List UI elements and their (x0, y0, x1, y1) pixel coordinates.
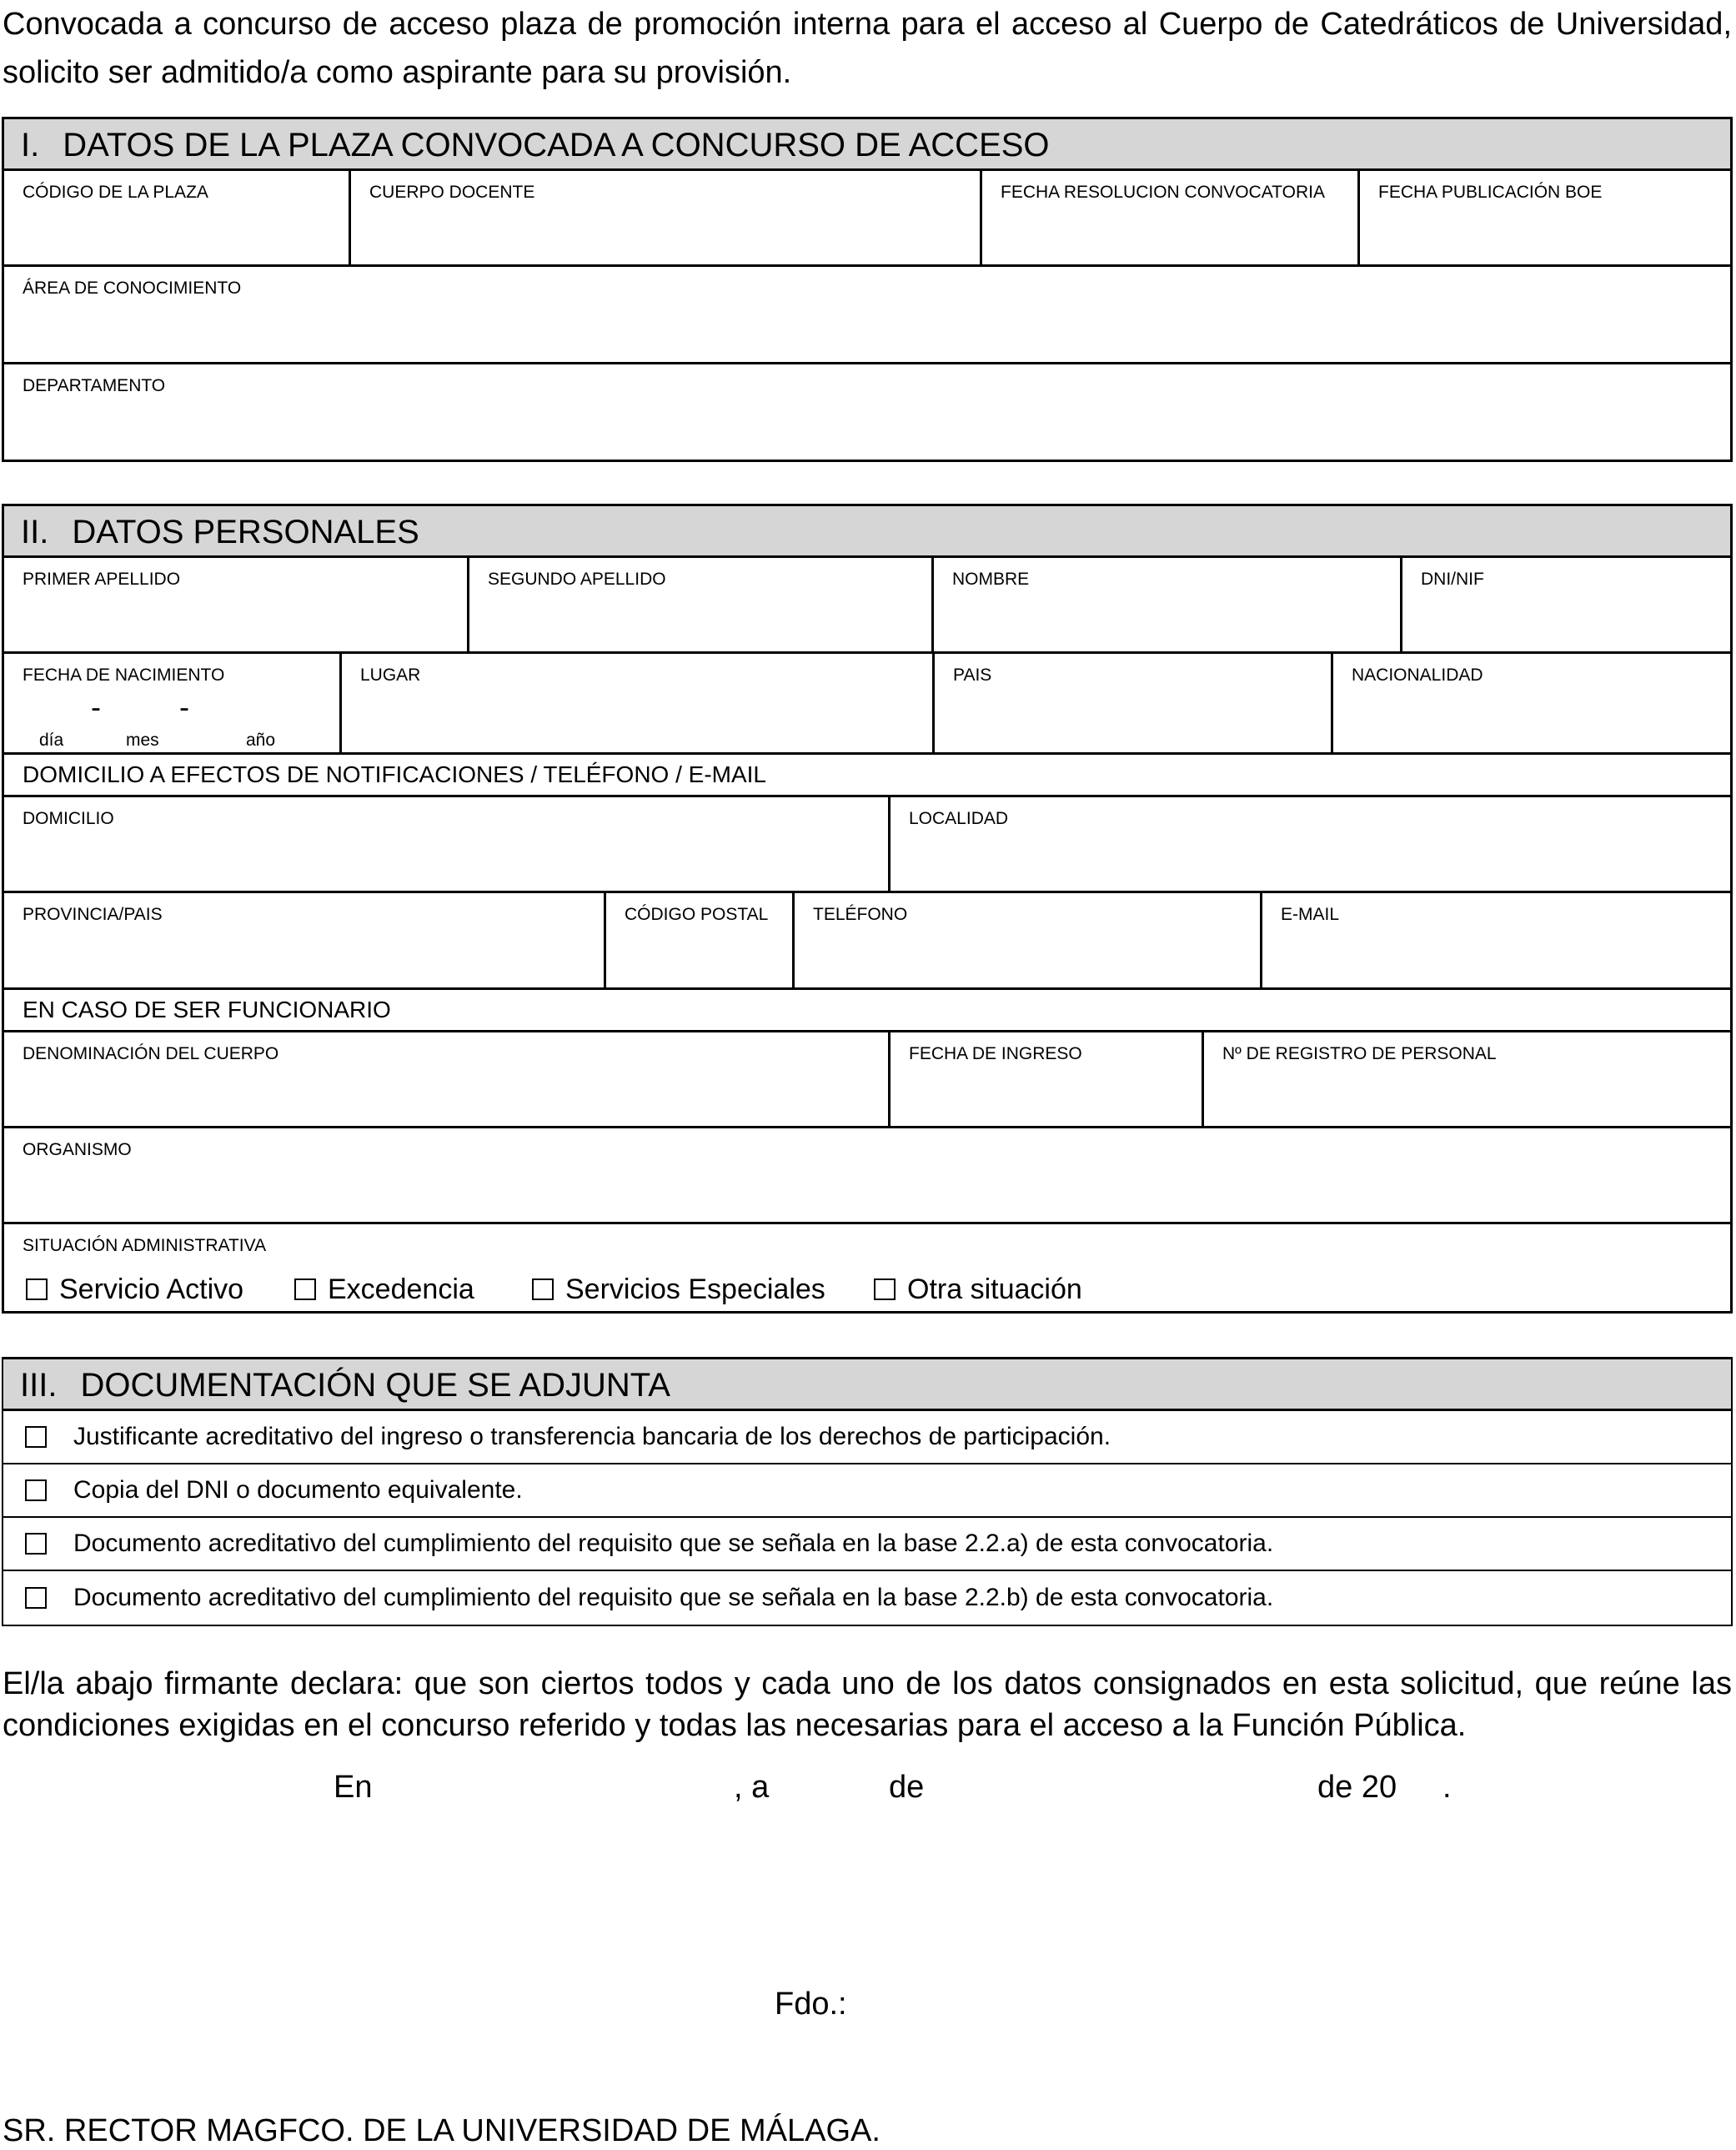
option-servicios-especiales[interactable] (532, 1273, 874, 1306)
checkbox-icon[interactable] (874, 1278, 896, 1300)
section-personal (2, 504, 1733, 1314)
doc-item-requisito-a[interactable] (3, 1518, 1731, 1571)
field-fecha-ingreso[interactable] (891, 1032, 1204, 1126)
field-situacion-administrativa (4, 1224, 1730, 1311)
month-label: mes (126, 731, 159, 750)
funcionario-subheader: EN CASO DE SER FUNCIONARIO (4, 990, 1730, 1032)
field-lugar[interactable] (342, 654, 935, 752)
option-excedencia[interactable] (294, 1273, 532, 1306)
date-parts (4, 690, 339, 750)
field-departamento[interactable] (4, 364, 1730, 460)
intro-paragraph: Convocada a concurso de acceso plaza de promoción interna para el acceso al Cuerpo de Catedráticos de Universidad, solicito ser admitido/a como aspirante para su provisión. (3, 7, 1732, 90)
field-label: LUGAR (360, 666, 421, 685)
option-label: Servicios Especiales (565, 1273, 825, 1305)
field-fecha-boe[interactable] (1360, 171, 1730, 264)
field-label: SITUACIÓN ADMINISTRATIVA (23, 1236, 267, 1255)
plaza-row-3 (4, 364, 1730, 460)
doc-item-justificante[interactable] (3, 1411, 1731, 1464)
date-separator: - (179, 690, 189, 724)
field-codigo-postal[interactable] (606, 893, 795, 987)
field-label: CUERPO DOCENTE (369, 183, 535, 202)
field-label: CÓDIGO DE LA PLAZA (23, 183, 208, 202)
checkbox-icon[interactable] (25, 1426, 47, 1448)
field-label: PROVINCIA/PAIS (23, 905, 163, 924)
field-registro-personal[interactable] (1204, 1032, 1730, 1126)
field-localidad[interactable] (891, 797, 1730, 891)
field-segundo-apellido[interactable] (469, 558, 934, 651)
date-de-20: de 20 (1317, 1770, 1397, 1805)
section-documentacion (2, 1357, 1733, 1626)
section-plaza-header (4, 119, 1730, 171)
field-cuerpo-docente[interactable] (351, 171, 982, 264)
checkbox-icon[interactable] (26, 1278, 48, 1300)
field-nacionalidad[interactable] (1333, 654, 1730, 752)
section-personal-header (4, 506, 1730, 558)
recipient: SR. RECTOR MAGFCO. DE LA UNIVERSIDAD DE MÁLAGA. (3, 2113, 881, 2148)
field-label: DOMICILIO (23, 809, 114, 828)
section-number: II. (21, 514, 49, 550)
field-label: PRIMER APELLIDO (23, 570, 181, 589)
section-number: III. (20, 1367, 58, 1404)
checkbox-icon[interactable] (532, 1278, 554, 1300)
field-label: DNI/NIF (1421, 570, 1484, 589)
field-label: NOMBRE (952, 570, 1030, 589)
section-title: DOCUMENTACIÓN QUE SE ADJUNTA (80, 1367, 670, 1404)
declaration-paragraph: El/la abajo firmante declara: que son ciertos todos y cada uno de los datos consignados en esta solicitud, que reúne las condiciones exigidas en el concurso referido y todas las necesarias para el acceso a la Función Pública. (3, 1666, 1732, 1743)
field-label: FECHA DE INGRESO (909, 1044, 1082, 1063)
section-title: DATOS PERSONALES (72, 514, 419, 550)
checkbox-icon[interactable] (294, 1278, 316, 1300)
section-plaza (2, 117, 1733, 462)
field-fecha-resolucion[interactable] (982, 171, 1360, 264)
section-documentacion-header (3, 1359, 1731, 1411)
option-label: Otra situación (907, 1273, 1082, 1305)
field-label: E-MAIL (1281, 905, 1340, 924)
section-title: DATOS DE LA PLAZA CONVOCADA A CONCURSO DE ACCESO (63, 127, 1050, 163)
personal-row-6 (4, 1128, 1730, 1224)
field-domicilio[interactable] (4, 797, 891, 891)
day-label: día (39, 731, 64, 750)
checkbox-icon[interactable] (25, 1587, 47, 1609)
field-label: DEPARTAMENTO (23, 376, 166, 395)
field-label: ORGANISMO (23, 1140, 132, 1159)
field-label: PAIS (953, 666, 992, 685)
field-label: NACIONALIDAD (1352, 666, 1483, 685)
option-label: Excedencia (328, 1273, 474, 1305)
doc-item-dni[interactable] (3, 1464, 1731, 1518)
field-label: TELÉFONO (813, 905, 908, 924)
field-label: CÓDIGO POSTAL (625, 905, 769, 924)
field-label: LOCALIDAD (909, 809, 1009, 828)
plaza-row-2 (4, 267, 1730, 364)
field-primer-apellido[interactable] (4, 558, 469, 651)
field-label: FECHA RESOLUCION CONVOCATORIA (1001, 183, 1325, 202)
option-otra-situacion[interactable] (874, 1273, 1082, 1306)
field-label: FECHA PUBLICACIÓN BOE (1378, 183, 1603, 202)
field-dni[interactable] (1402, 558, 1730, 651)
field-provincia[interactable] (4, 893, 606, 987)
doc-item-requisito-b[interactable] (3, 1571, 1731, 1625)
field-label: DENOMINACIÓN DEL CUERPO (23, 1044, 279, 1063)
personal-row-3 (4, 797, 1730, 893)
personal-row-5 (4, 1032, 1730, 1128)
option-servicio-activo[interactable] (26, 1273, 294, 1306)
date-separator: - (91, 690, 101, 724)
doc-item-label: Copia del DNI o documento equivalente. (73, 1476, 523, 1504)
date-dot: . (1442, 1770, 1452, 1805)
personal-row-2 (4, 654, 1730, 755)
field-pais[interactable] (935, 654, 1333, 752)
situacion-options (26, 1273, 1730, 1306)
place-en: En (334, 1770, 373, 1805)
field-telefono[interactable] (795, 893, 1262, 987)
personal-row-7 (4, 1224, 1730, 1311)
field-fecha-nacimiento[interactable] (4, 654, 342, 752)
section-number: I. (21, 127, 40, 163)
field-label: FECHA DE NACIMIENTO (23, 666, 225, 685)
domicilio-subheader: DOMICILIO A EFECTOS DE NOTIFICACIONES / TELÉFONO / E-MAIL (4, 755, 1730, 797)
doc-item-label: Justificante acreditativo del ingreso o transferencia bancaria de los derechos de participación. (73, 1423, 1111, 1450)
field-codigo-plaza[interactable] (4, 171, 351, 264)
plaza-row-1 (4, 171, 1730, 267)
field-organismo[interactable] (4, 1128, 1730, 1222)
checkbox-icon[interactable] (25, 1479, 47, 1501)
doc-item-label: Documento acreditativo del cumplimiento del requisito que se señala en la base 2.2.a) de esta convocatoria. (73, 1530, 1274, 1557)
field-nombre[interactable] (934, 558, 1402, 651)
field-denominacion-cuerpo[interactable] (4, 1032, 891, 1126)
field-label: ÁREA DE CONOCIMIENTO (23, 279, 242, 298)
date-de: de (889, 1770, 925, 1805)
signature-label: Fdo.: (775, 1987, 847, 2022)
doc-item-label: Documento acreditativo del cumplimiento del requisito que se señala en la base 2.2.b) de esta convocatoria. (73, 1584, 1274, 1611)
field-email[interactable] (1262, 893, 1730, 987)
personal-row-4 (4, 893, 1730, 990)
field-label: Nº DE REGISTRO DE PERSONAL (1222, 1044, 1497, 1063)
field-area-conocimiento[interactable] (4, 267, 1730, 362)
option-label: Servicio Activo (59, 1273, 244, 1305)
field-label: SEGUNDO APELLIDO (488, 570, 666, 589)
personal-row-1 (4, 558, 1730, 654)
checkbox-icon[interactable] (25, 1533, 47, 1555)
year-label: año (246, 731, 276, 750)
place-a: , a (734, 1770, 770, 1805)
